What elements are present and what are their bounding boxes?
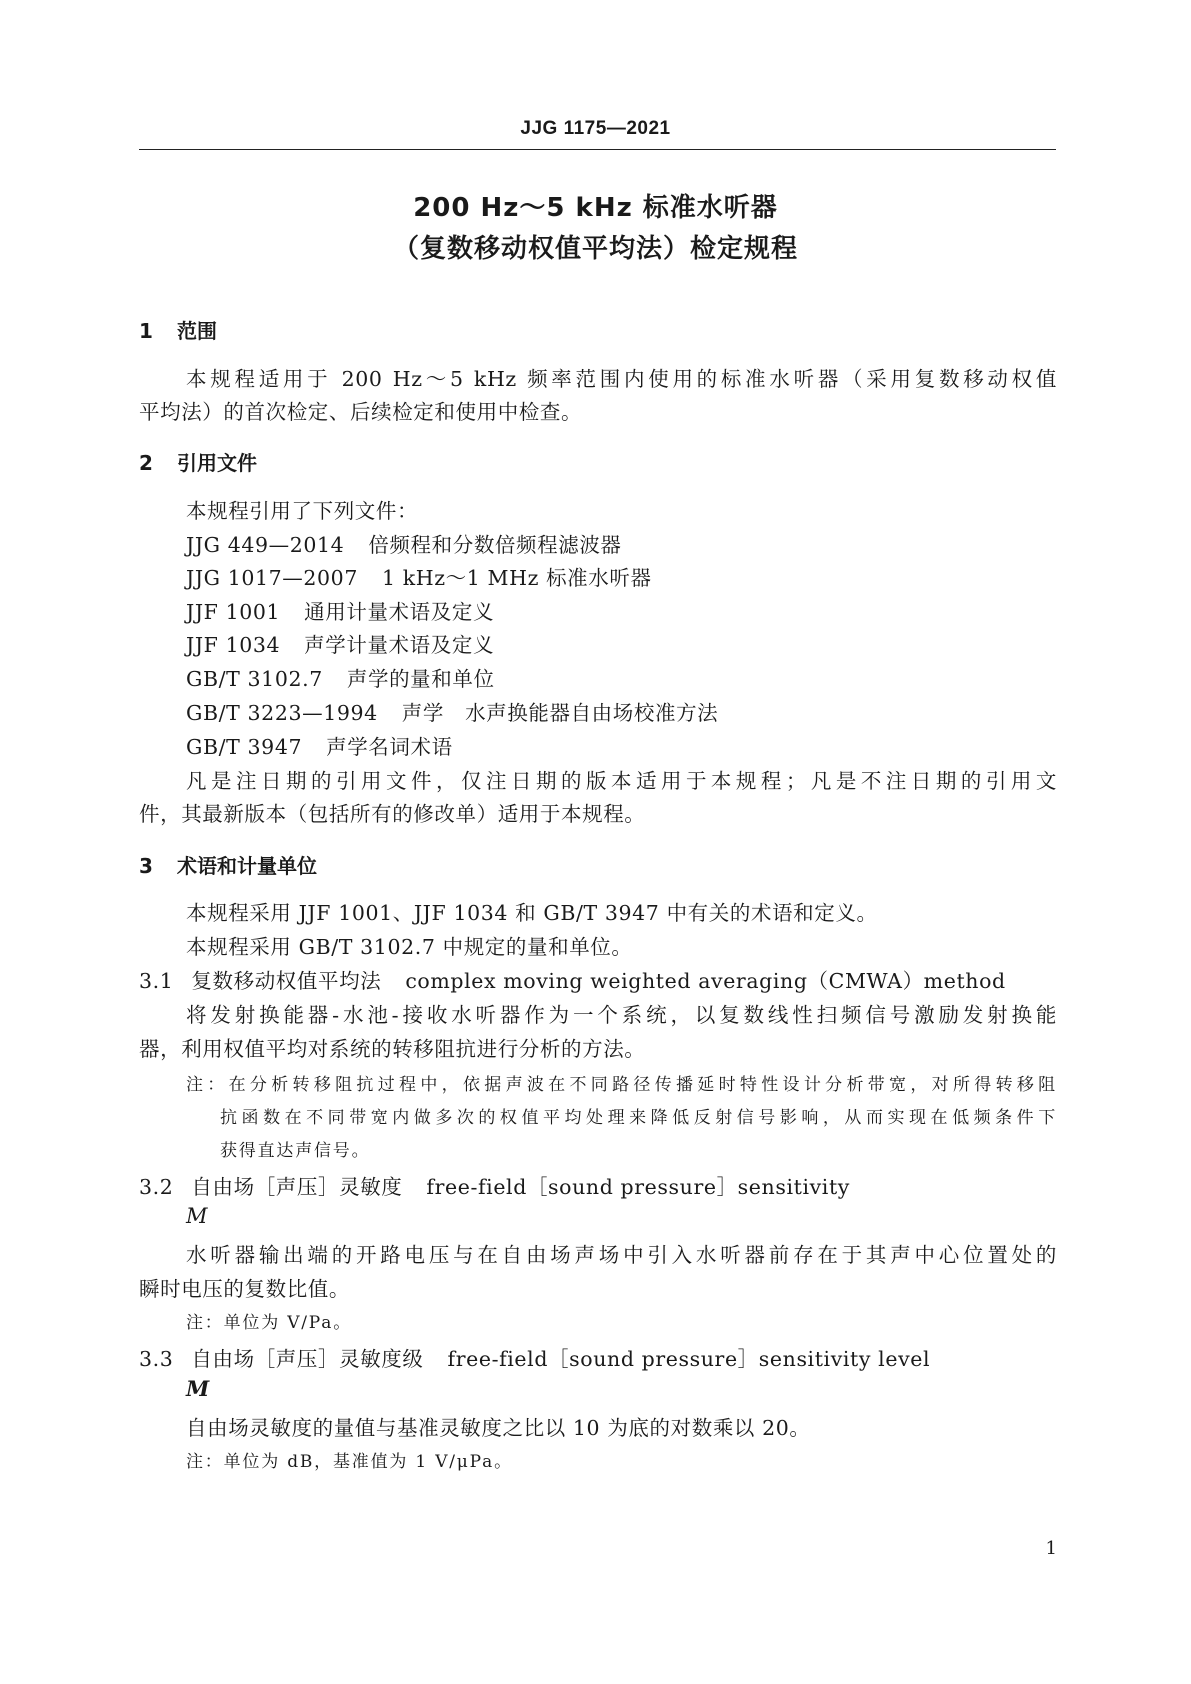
section-3-intro-2: 本规程采用 GB/T 3102.7 中规定的量和单位。 [186, 935, 633, 959]
reference-name: 声学名词术语 [326, 735, 453, 759]
section-2-closing-line-2: 件，其最新版本（包括所有的修改单）适用于本规程。 [139, 802, 646, 826]
section-2-heading [139, 447, 257, 476]
term-3-3-heading [139, 1342, 930, 1372]
term-3-3-chinese: 自由场［声压］灵敏度级 [191, 1347, 424, 1371]
reference-item [186, 561, 652, 591]
section-2-title: 引用文件 [177, 451, 257, 475]
term-3-1-chinese: 复数移动权值平均法 [191, 969, 382, 993]
header-rule [139, 149, 1056, 150]
section-2-closing-line-1: 凡是注日期的引用文件，仅注日期的版本适用于本规程；凡是不注日期的引用文 [186, 769, 1057, 793]
term-3-2-note: 注：单位为 V/Pa。 [186, 1313, 353, 1333]
term-3-1-heading [139, 964, 1006, 994]
section-1-title: 范围 [177, 319, 217, 343]
section-3-title: 术语和计量单位 [177, 854, 317, 878]
reference-name: 声学 水声换能器自由场校准方法 [401, 701, 719, 725]
term-3-1-note-line-3: 获得直达声信号。 [220, 1141, 371, 1161]
term-3-2-definition-line-1: 水听器输出端的开路电压与在自由场声场中引入水听器前存在于其声中心位置处的 [186, 1243, 1057, 1267]
reference-code: JJG 1017—2007 [186, 566, 358, 590]
term-3-2-chinese: 自由场［声压］灵敏度 [191, 1175, 403, 1199]
reference-name: 通用计量术语及定义 [304, 600, 495, 624]
section-3-heading [139, 850, 317, 879]
reference-code: JJF 1001 [186, 600, 281, 624]
section-3-intro-1: 本规程采用 JJF 1001、JJF 1034 和 GB/T 3947 中有关的术语和定义。 [186, 901, 878, 925]
term-3-2-english: free-field［sound pressure］sensitivity [426, 1175, 850, 1199]
term-3-2-definition-line-2: 瞬时电压的复数比值。 [139, 1277, 350, 1301]
term-3-1-definition-line-1: 将发射换能器-水池-接收水听器作为一个系统，以复数线性扫频信号激励发射换能 [186, 1003, 1057, 1027]
term-3-1-english: complex moving weighted averaging（CMWA）method [405, 969, 1006, 993]
reference-item [186, 696, 718, 726]
reference-item [186, 528, 622, 558]
term-3-3-note: 注：单位为 dB，基准值为 1 V/μPa。 [186, 1452, 513, 1472]
reference-item [186, 730, 453, 760]
term-3-1-note-line-1: 注：在分析转移阻抗过程中，依据声波在不同路径传播延时特性设计分析带宽，对所得转移阻 [186, 1075, 1057, 1095]
reference-code: JJF 1034 [186, 633, 281, 657]
reference-name: 声学的量和单位 [346, 667, 495, 691]
reference-code: GB/T 3223—1994 [186, 701, 378, 725]
term-3-1-definition-line-2: 器，利用权值平均对系统的转移阻抗进行分析的方法。 [139, 1037, 646, 1061]
term-3-2-number: 3.2 [139, 1175, 174, 1199]
term-3-3-definition-line-1: 自由场灵敏度的量值与基准灵敏度之比以 10 为底的对数乘以 20。 [186, 1416, 811, 1440]
section-3-number: 3 [139, 854, 153, 878]
reference-name: 倍频程和分数倍频程滤波器 [368, 533, 622, 557]
term-3-1-note-line-2: 抗函数在不同带宽内做多次的权值平均处理来降低反射信号影响，从而实现在低频条件下 [220, 1108, 1057, 1128]
term-3-3-english: free-field［sound pressure］sensitivity level [447, 1347, 931, 1371]
reference-name: 1 kHz～1 MHz 标准水听器 [381, 566, 652, 590]
reference-code: GB/T 3947 [186, 735, 303, 759]
section-1-para-line-1: 本规程适用于 200 Hz～5 kHz 频率范围内使用的标准水听器（采用复数移动权值 [186, 367, 1057, 391]
document-code-header: JJG 1175—2021 [520, 118, 671, 139]
title-line-2: （复数移动权值平均法）检定规程 [392, 234, 798, 264]
section-1-para-line-2: 平均法）的首次检定、后续检定和使用中检查。 [139, 400, 583, 424]
title-line-1: 200 Hz～5 kHz 标准水听器 [413, 193, 778, 223]
reference-code: GB/T 3102.7 [186, 667, 323, 691]
reference-item [186, 595, 494, 625]
term-3-2-symbol: M [186, 1204, 208, 1228]
section-1-heading [139, 315, 217, 344]
page-number: 1 [1045, 1538, 1057, 1559]
term-3-1-number: 3.1 [139, 969, 174, 993]
section-2-intro: 本规程引用了下列文件： [186, 499, 419, 523]
term-3-3-symbol: M [186, 1376, 210, 1401]
section-1-number: 1 [139, 319, 153, 343]
reference-name: 声学计量术语及定义 [304, 633, 495, 657]
reference-item [186, 628, 494, 658]
term-3-3-number: 3.3 [139, 1347, 174, 1371]
reference-code: JJG 449—2014 [186, 533, 345, 557]
reference-item [186, 662, 495, 692]
term-3-2-heading [139, 1170, 850, 1200]
section-2-number: 2 [139, 451, 153, 475]
